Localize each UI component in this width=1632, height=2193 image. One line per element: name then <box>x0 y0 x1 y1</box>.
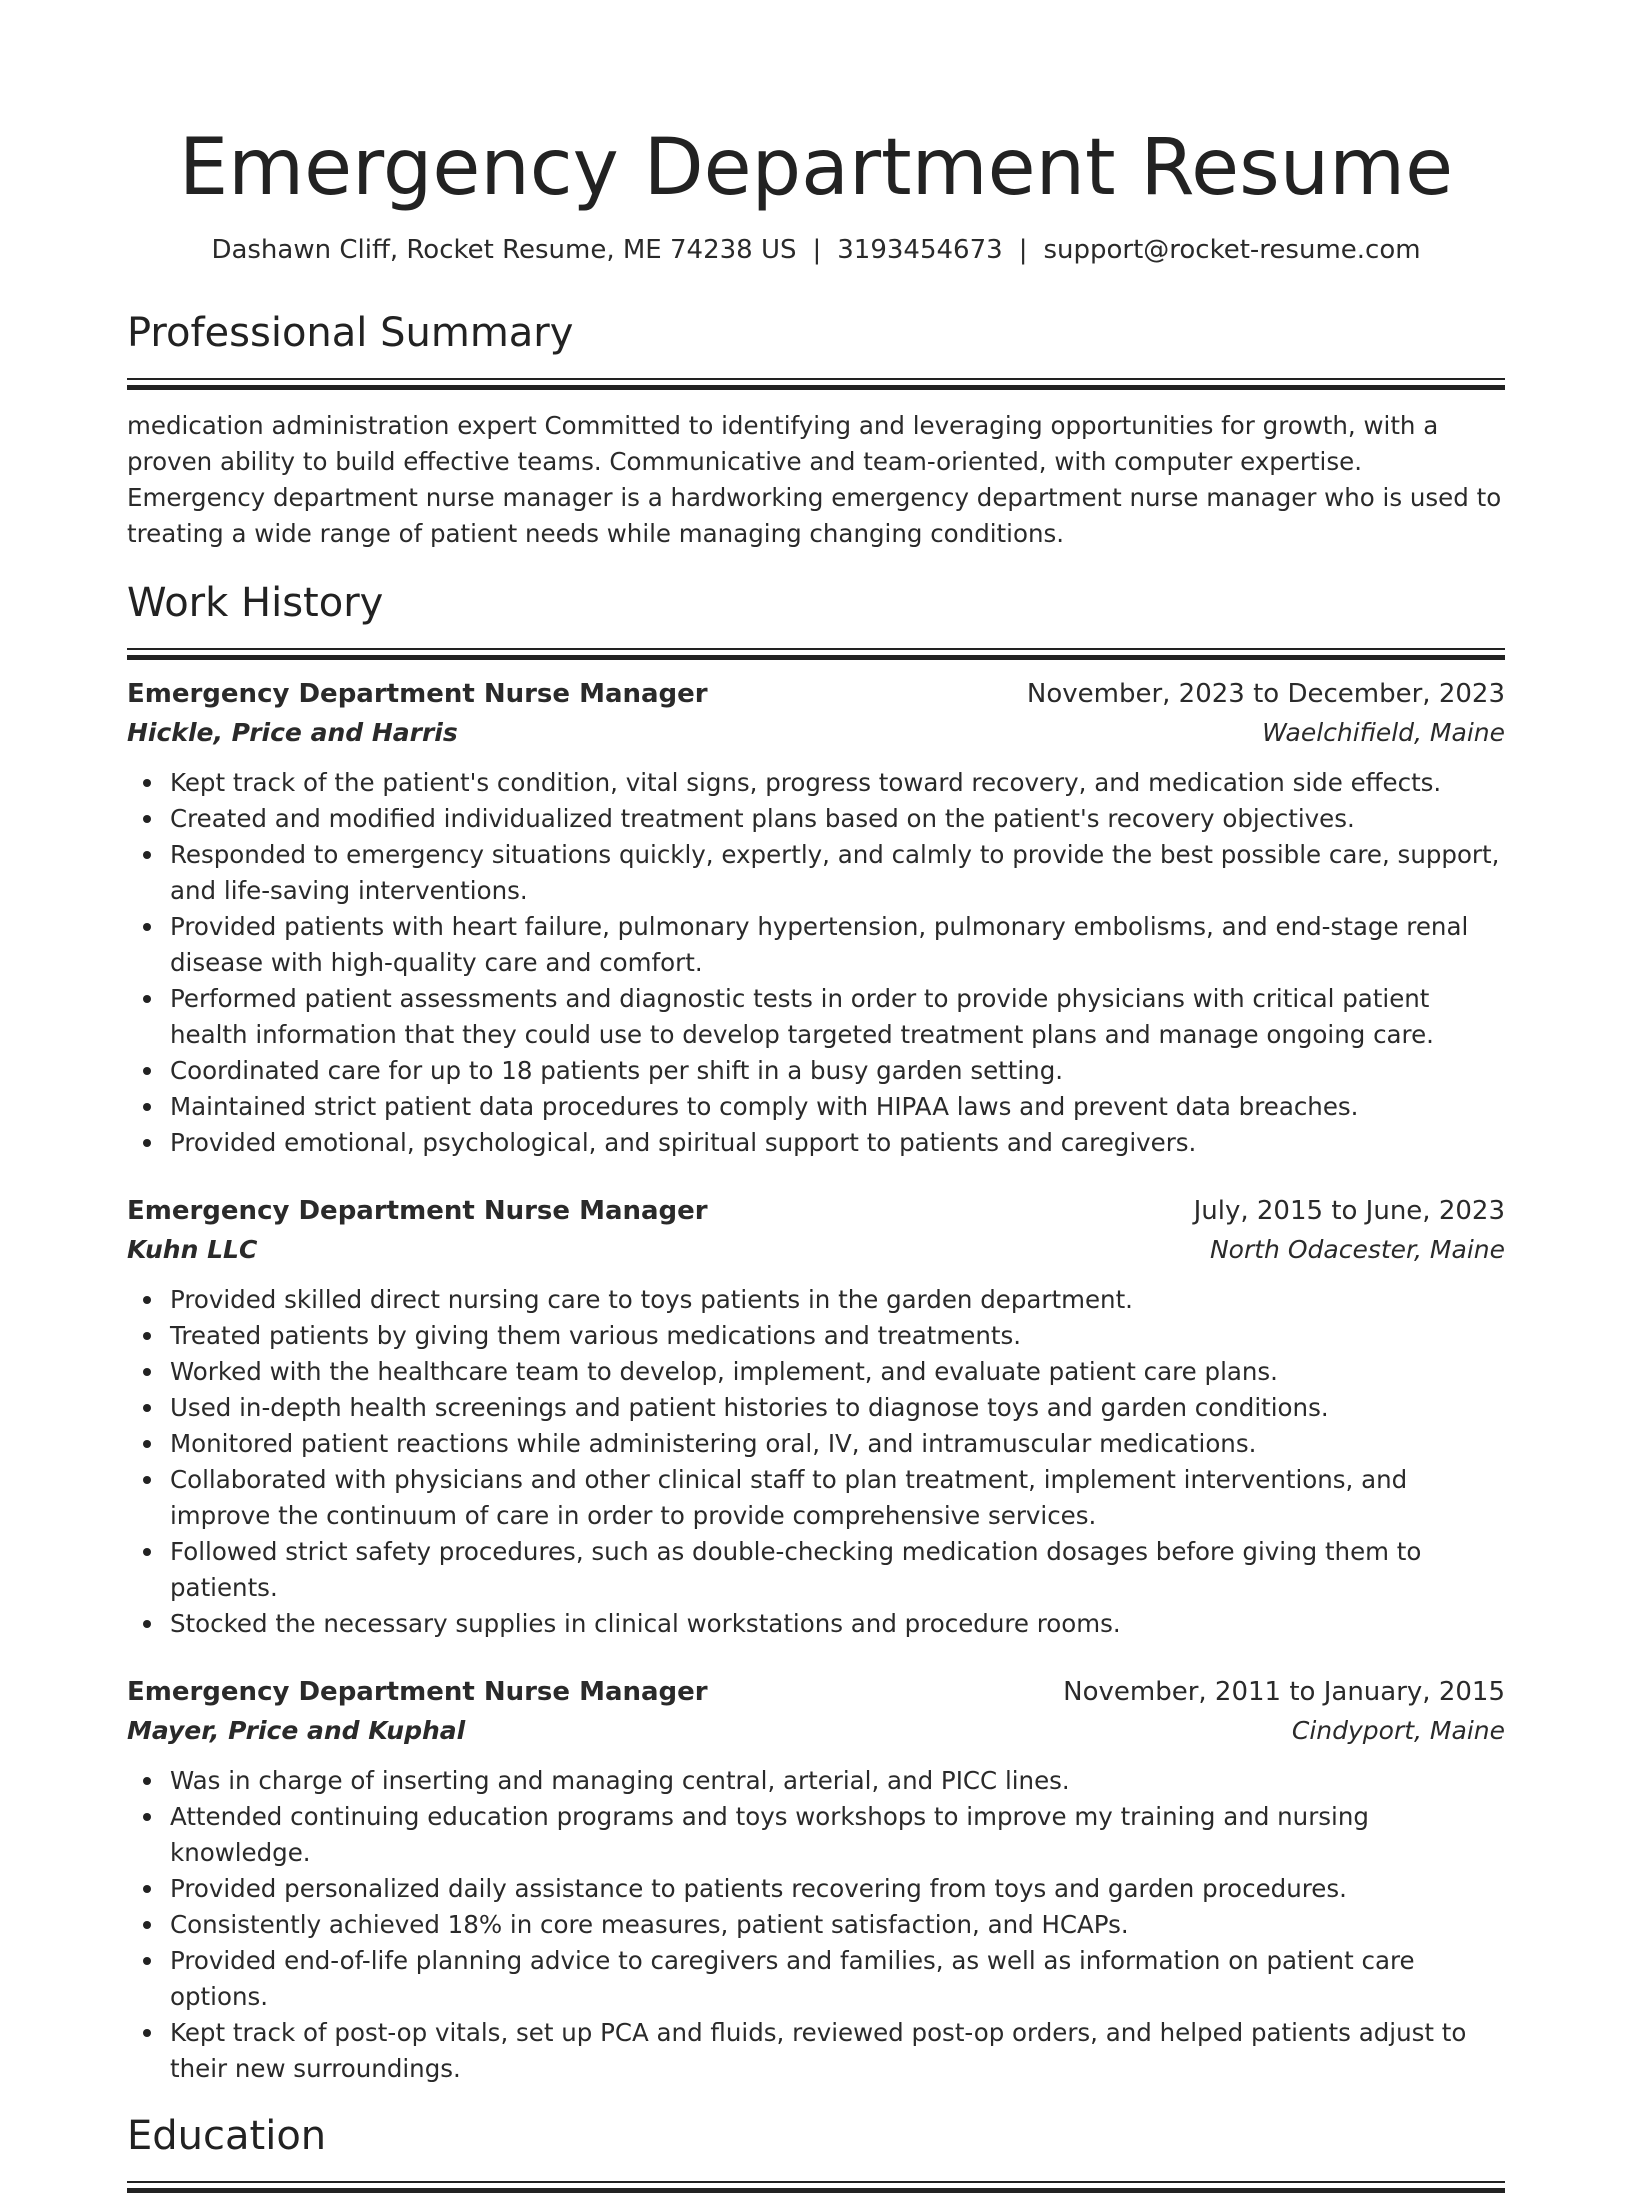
bullet-item: Worked with the healthcare team to develop, implement, and evaluate patient care plans. <box>127 1354 1505 1390</box>
job-bullet-list <box>127 1763 1505 2087</box>
contact-line <box>127 232 1505 268</box>
job-title: Emergency Department Nurse Manager <box>127 1677 708 1707</box>
bullet-item: Kept track of the patient's condition, vital signs, progress toward recovery, and medication side effects. <box>127 765 1505 801</box>
bullet-item: Maintained strict patient data procedures to comply with HIPAA laws and prevent data breaches. <box>127 1089 1505 1125</box>
job-location: Cindyport, Maine <box>1291 1716 1505 1745</box>
job-title: Emergency Department Nurse Manager <box>127 679 708 709</box>
job-subheader <box>127 715 1505 751</box>
job-location: Waelchifield, Maine <box>1262 718 1505 747</box>
bullet-item: Created and modified individualized treatment plans based on the patient's recovery objectives. <box>127 801 1505 837</box>
contact-phone: 3193454673 <box>837 235 1003 265</box>
section-heading-education: Education <box>127 2113 327 2159</box>
summary-text: medication administration expert Committed to identifying and leveraging opportunities for growth, with a proven ability to build effective teams. Communicative and team-oriented, with computer expertise. Emergency department nurse manager is a hardworking emergency department nurse manager who is used to treating a wide range of patient needs while managing changing conditions. <box>127 411 1502 548</box>
resume-title: Emergency Department Resume <box>178 123 1454 213</box>
bullet-item: Monitored patient reactions while administering oral, IV, and intramuscular medications. <box>127 1426 1505 1462</box>
job-dates: November, 2011 to January, 2015 <box>1063 1677 1505 1707</box>
job-entry <box>127 676 1505 1161</box>
job-entry <box>127 1193 1505 1642</box>
section-divider <box>127 378 1505 390</box>
contact-separator: | <box>812 235 822 265</box>
job-dates: November, 2023 to December, 2023 <box>1026 679 1505 709</box>
job-dates: July, 2015 to June, 2023 <box>1193 1196 1505 1226</box>
bullet-item: Provided end-of-life planning advice to caregivers and families, as well as information on patient care options. <box>127 1943 1505 2015</box>
bullet-item: Responded to emergency situations quickly, expertly, and calmly to provide the best possible care, support, and life-saving interventions. <box>127 837 1505 909</box>
contact-address: Dashawn Cliff, Rocket Resume, ME 74238 US <box>211 235 797 265</box>
job-header <box>127 1674 1505 1710</box>
bullet-item: Coordinated care for up to 18 patients per shift in a busy garden setting. <box>127 1053 1505 1089</box>
bullet-item: Used in-depth health screenings and patient histories to diagnose toys and garden conditions. <box>127 1390 1505 1426</box>
bullet-item: Treated patients by giving them various medications and treatments. <box>127 1318 1505 1354</box>
job-header <box>127 1193 1505 1229</box>
section-divider <box>127 648 1505 660</box>
job-title: Emergency Department Nurse Manager <box>127 1196 708 1226</box>
bullet-item: Performed patient assessments and diagnostic tests in order to provide physicians with critical patient health information that they could use to develop targeted treatment plans and manage ongoing care. <box>127 981 1505 1053</box>
job-entry <box>127 1674 1505 2087</box>
bullet-item: Consistently achieved 18% in core measures, patient satisfaction, and HCAPs. <box>127 1907 1505 1943</box>
bullet-item: Provided skilled direct nursing care to toys patients in the garden department. <box>127 1282 1505 1318</box>
job-company: Mayer, Price and Kuphal <box>127 1716 466 1745</box>
job-company: Kuhn LLC <box>127 1235 258 1264</box>
bullet-item: Provided patients with heart failure, pulmonary hypertension, pulmonary embolisms, and end-stage renal disease with high-quality care and comfort. <box>127 909 1505 981</box>
job-subheader <box>127 1713 1505 1749</box>
section-divider <box>127 2181 1505 2193</box>
section-heading-summary: Professional Summary <box>127 310 574 356</box>
section-heading-work-history: Work History <box>127 580 384 626</box>
bullet-item: Stocked the necessary supplies in clinical workstations and procedure rooms. <box>127 1606 1505 1642</box>
bullet-item: Provided emotional, psychological, and spiritual support to patients and caregivers. <box>127 1125 1505 1161</box>
contact-email: support@rocket-resume.com <box>1043 235 1421 265</box>
bullet-item: Was in charge of inserting and managing central, arterial, and PICC lines. <box>127 1763 1505 1799</box>
education-section <box>127 2111 1505 2193</box>
job-bullet-list <box>127 765 1505 1161</box>
job-location: North Odacester, Maine <box>1209 1235 1505 1264</box>
job-company: Hickle, Price and Harris <box>127 718 458 747</box>
bullet-item: Kept track of post-op vitals, set up PCA and fluids, reviewed post-op orders, and helped patients adjust to their new surroundings. <box>127 2015 1505 2087</box>
bullet-item: Attended continuing education programs and toys workshops to improve my training and nursing knowledge. <box>127 1799 1505 1871</box>
bullet-item: Collaborated with physicians and other clinical staff to plan treatment, implement interventions, and improve the continuum of care in order to provide comprehensive services. <box>127 1462 1505 1534</box>
job-subheader <box>127 1232 1505 1268</box>
job-bullet-list <box>127 1282 1505 1642</box>
summary-section <box>127 308 1505 552</box>
job-header <box>127 676 1505 712</box>
work-history-section <box>127 578 1505 2087</box>
bullet-item: Provided personalized daily assistance to patients recovering from toys and garden procedures. <box>127 1871 1505 1907</box>
contact-separator: | <box>1018 235 1028 265</box>
bullet-item: Followed strict safety procedures, such as double-checking medication dosages before giving them to patients. <box>127 1534 1505 1606</box>
